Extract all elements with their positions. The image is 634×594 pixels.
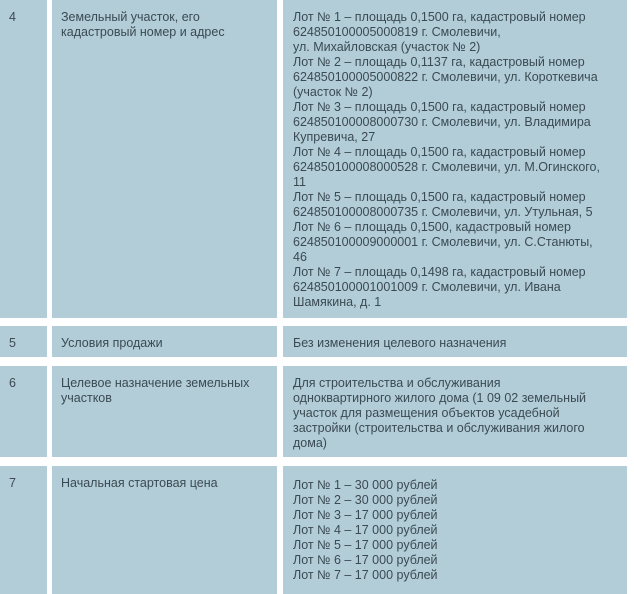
- value-line: застройки (строительства и обслуживания жилого: [293, 421, 585, 435]
- row-value: [283, 0, 627, 318]
- value-line: дома): [293, 436, 327, 450]
- row-number: 6: [0, 366, 47, 457]
- value-line: (участок № 2): [293, 85, 373, 99]
- row-label: Целевое назначение земельных участков: [52, 366, 277, 457]
- row-label: Условия продажи: [52, 326, 277, 357]
- value-line: 624850100008000528 г. Смолевичи, ул. М.Огинского,: [293, 160, 600, 174]
- row-number: 4: [0, 0, 47, 318]
- value-line: ул. Михайловская (участок № 2): [293, 40, 481, 54]
- value-line: Лот № 4 – 17 000 рублей: [293, 523, 438, 537]
- value-line: Лот № 6 – 17 000 рублей: [293, 553, 438, 567]
- value-line: 624850100008000735 г. Смолевичи, ул. Утульная, 5: [293, 205, 593, 219]
- value-line: 624850100005000822 г. Смолевичи, ул. Короткевича: [293, 70, 598, 84]
- value-line: Лот № 1 – 30 000 рублей: [293, 478, 438, 492]
- value-line: 624850100008000730 г. Смолевичи, ул. Владимира: [293, 115, 591, 129]
- value-line: Лот № 2 – площадь 0,1137 га, кадастровый номер: [293, 55, 585, 69]
- value-line: Купревича, 27: [293, 130, 376, 144]
- row-number: 7: [0, 466, 47, 594]
- row-value: [283, 466, 627, 594]
- value-line: Лот № 4 – площадь 0,1500 га, кадастровый номер: [293, 145, 586, 159]
- value-line: Шамякина, д. 1: [293, 295, 382, 309]
- value-line: Лот № 6 – площадь 0,1500, кадастровый номер: [293, 220, 571, 234]
- value-line: 11: [293, 175, 306, 189]
- value-line: одноквартирного жилого дома (1 09 02 земельный: [293, 391, 587, 405]
- value-line: Лот № 1 – площадь 0,1500 га, кадастровый номер: [293, 10, 586, 24]
- table-row-7: [0, 466, 634, 594]
- row-label: Земельный участок, его кадастровый номер и адрес: [52, 0, 277, 318]
- row-label: Начальная стартовая цена: [52, 466, 277, 594]
- value-line: участок для размещения объектов усадебной: [293, 406, 560, 420]
- row-value: [283, 326, 627, 357]
- table-row-5: [0, 326, 634, 357]
- row-value: [283, 366, 627, 457]
- value-line: Лот № 3 – площадь 0,1500 га, кадастровый номер: [293, 100, 586, 114]
- value-line: Для строительства и обслуживания: [293, 376, 501, 390]
- table-row-6: [0, 366, 634, 457]
- value-line: Лот № 3 – 17 000 рублей: [293, 508, 438, 522]
- value-line: Без изменения целевого назначения: [293, 336, 507, 350]
- value-line: 624850100001001009 г. Смолевичи, ул. Ивана: [293, 280, 561, 294]
- value-line: 624850100009000001 г. Смолевичи, ул. С.Станюты,: [293, 235, 593, 249]
- value-line: Лот № 5 – 17 000 рублей: [293, 538, 438, 552]
- value-line: 624850100005000819 г. Смолевичи,: [293, 25, 501, 39]
- value-line: Лот № 2 – 30 000 рублей: [293, 493, 438, 507]
- row-number: 5: [0, 326, 47, 357]
- value-line: Лот № 7 – площадь 0,1498 га, кадастровый номер: [293, 265, 586, 279]
- value-line: 46: [293, 250, 307, 264]
- value-line: Лот № 5 – площадь 0,1500 га, кадастровый номер: [293, 190, 586, 204]
- value-line: Лот № 7 – 17 000 рублей: [293, 568, 438, 582]
